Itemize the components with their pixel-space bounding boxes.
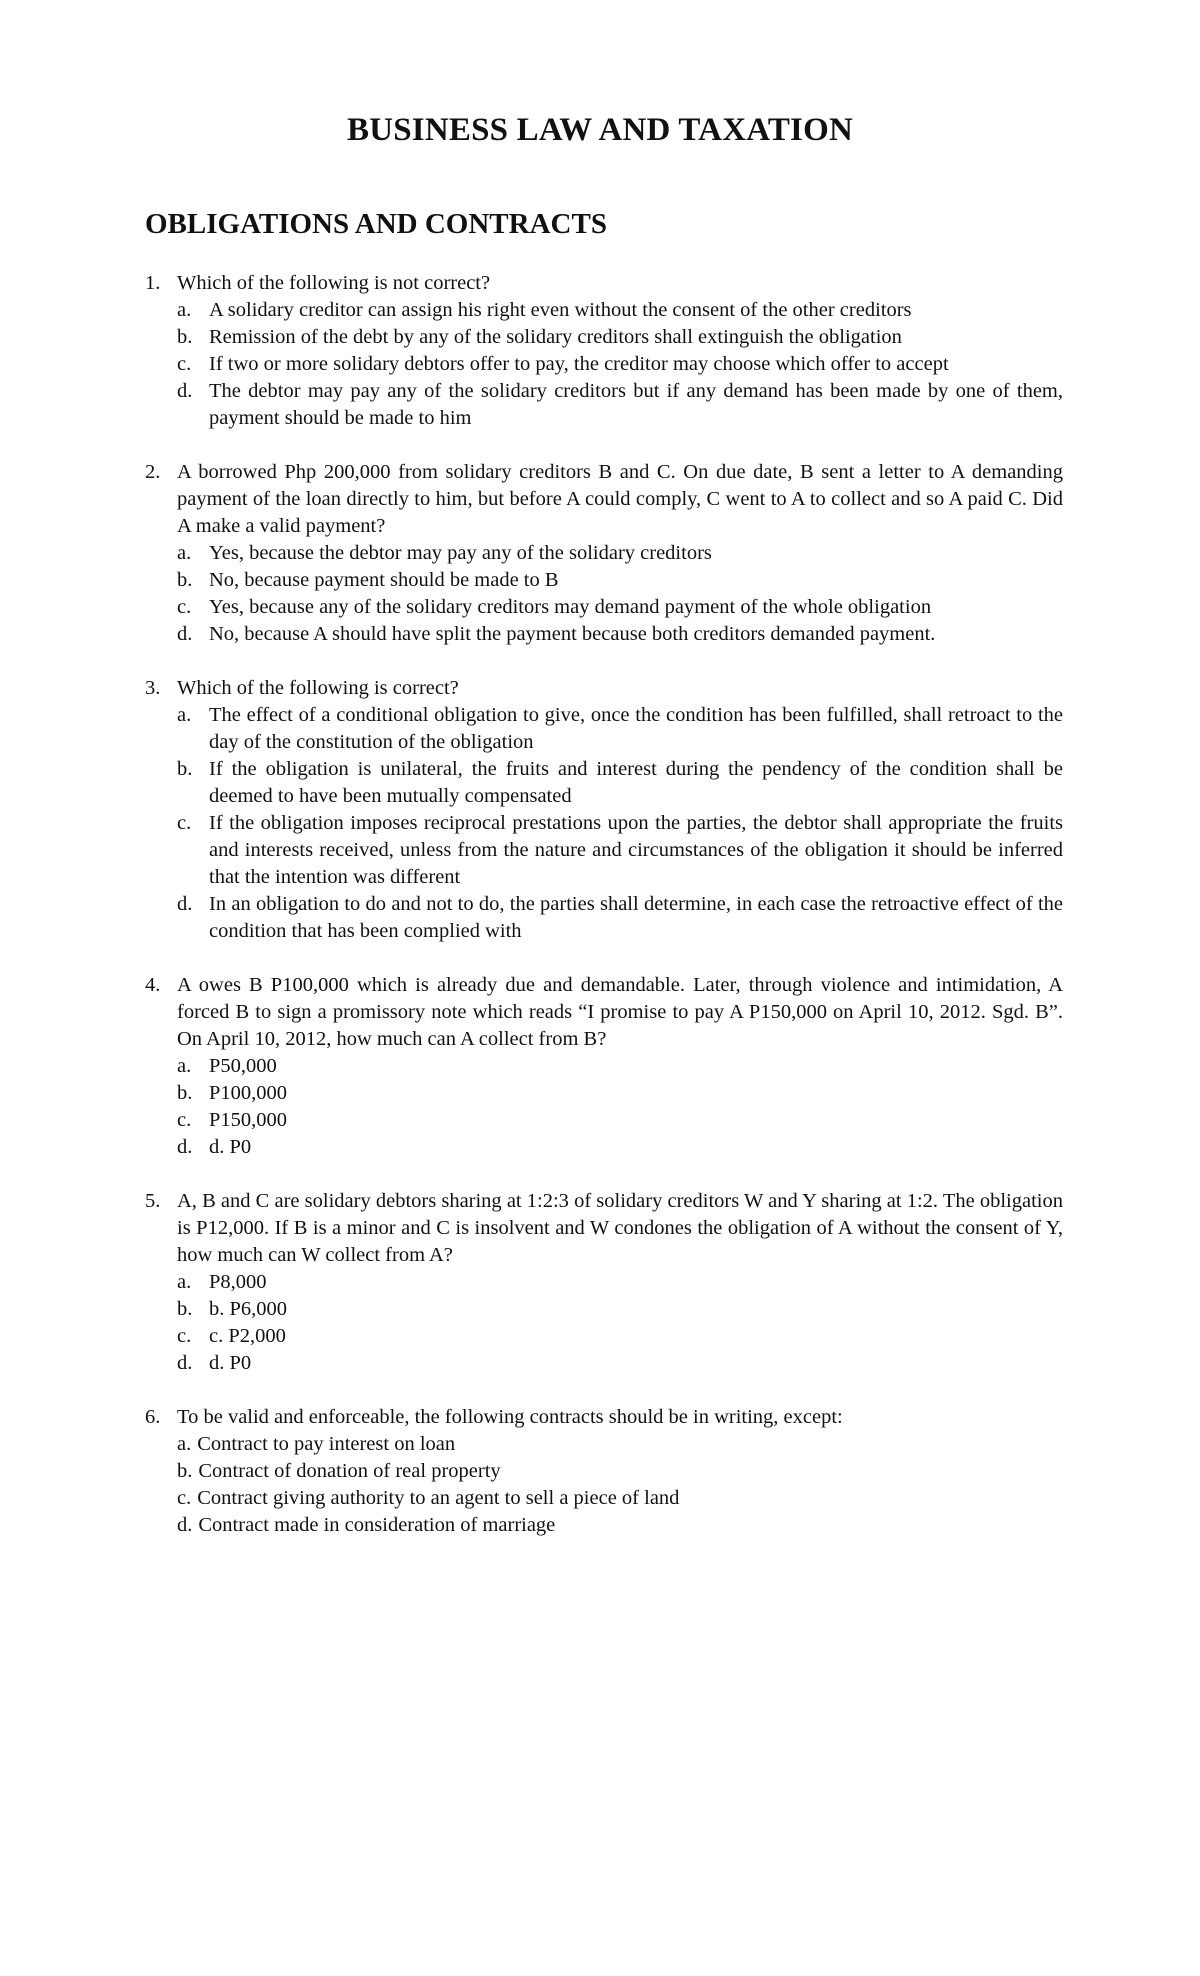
question-stem [145, 1188, 1063, 1269]
answer-option [177, 1350, 1063, 1377]
answer-option [177, 324, 1063, 351]
answer-option [177, 1296, 1063, 1323]
option-text: No, because A should have split the payment because both creditors demanded payment. [209, 623, 936, 645]
option-letter: b. [177, 1298, 193, 1320]
option-letter: a. [177, 542, 192, 564]
question-stem [145, 270, 1063, 297]
answer-option [177, 567, 1063, 594]
question-stem [145, 675, 1063, 702]
answer-option [177, 810, 1063, 891]
option-letter: c. [177, 596, 192, 618]
question-stem [145, 459, 1063, 540]
option-text: d. P0 [209, 1352, 252, 1374]
option-letter: b. [177, 758, 193, 780]
answer-option [177, 1458, 1063, 1485]
answer-option [177, 1323, 1063, 1350]
answer-options [145, 540, 1063, 648]
option-text: Contract of donation of real property [198, 1460, 501, 1482]
option-letter: d. [177, 1514, 193, 1536]
answer-option [177, 756, 1063, 810]
option-text: The debtor may pay any of the solidary creditors but if any demand has been made by one of them, payment should be made to him [209, 380, 1063, 429]
option-text: Contract giving authority to an agent to sell a piece of land [197, 1487, 680, 1509]
answer-option [177, 1053, 1063, 1080]
question-text: To be valid and enforceable, the following contracts should be in writing, except: [177, 1406, 843, 1428]
option-text: P8,000 [209, 1271, 267, 1293]
answer-options [145, 1269, 1063, 1377]
option-letter: d. [177, 893, 193, 915]
option-letter: d. [177, 1136, 193, 1158]
answer-option [177, 1107, 1063, 1134]
question-text: Which of the following is correct? [177, 677, 459, 699]
option-letter: c. [177, 353, 192, 375]
question-number: 5. [145, 1190, 161, 1212]
option-text: Remission of the debt by any of the solidary creditors shall extinguish the obligation [209, 326, 902, 348]
question-item [145, 675, 1063, 945]
answer-options [145, 1431, 1063, 1539]
answer-option [177, 540, 1063, 567]
answer-options [145, 1053, 1063, 1161]
answer-option [177, 1080, 1063, 1107]
answer-option [177, 351, 1063, 378]
option-letter: a. [177, 1433, 192, 1455]
answer-option [177, 1485, 1063, 1512]
option-text: If the obligation imposes reciprocal prestations upon the parties, the debtor shall appropriate the fruits and interests received, unless from the nature and circumstances of the obligation it should be inferred that the intention was different [209, 812, 1063, 888]
option-letter: a. [177, 1055, 192, 1077]
option-letter: b. [177, 1460, 193, 1482]
question-number: 6. [145, 1406, 161, 1428]
option-text: d. P0 [209, 1136, 252, 1158]
option-letter: c. [177, 1109, 192, 1131]
section-heading: OBLIGATIONS AND CONTRACTS [145, 208, 607, 240]
option-text: Contract made in consideration of marriage [198, 1514, 556, 1536]
option-text: A solidary creditor can assign his right even without the consent of the other creditors [209, 299, 912, 321]
option-letter: c. [177, 1487, 192, 1509]
option-letter: b. [177, 326, 193, 348]
option-text: P50,000 [209, 1055, 277, 1077]
option-text: Contract to pay interest on loan [197, 1433, 456, 1455]
question-number: 4. [145, 974, 161, 996]
question-number: 1. [145, 272, 161, 294]
option-letter: d. [177, 1352, 193, 1374]
answer-option [177, 1431, 1063, 1458]
option-text: Yes, because any of the solidary creditors may demand payment of the whole obligation [209, 596, 932, 618]
question-number: 2. [145, 461, 161, 483]
option-letter: a. [177, 299, 192, 321]
question-list [145, 270, 1063, 1566]
option-letter: d. [177, 380, 193, 402]
option-letter: c. [177, 812, 192, 834]
answer-option [177, 891, 1063, 945]
option-letter: a. [177, 1271, 192, 1293]
option-text: c. P2,000 [209, 1325, 286, 1347]
question-item [145, 1188, 1063, 1377]
option-text: Yes, because the debtor may pay any of the solidary creditors [209, 542, 712, 564]
option-text: If the obligation is unilateral, the fruits and interest during the pendency of the condition shall be deemed to have been mutually compensated [209, 758, 1063, 807]
answer-option [177, 1512, 1063, 1539]
answer-options [145, 702, 1063, 945]
option-text: No, because payment should be made to B [209, 569, 559, 591]
answer-option [177, 378, 1063, 432]
option-text: P150,000 [209, 1109, 288, 1131]
question-stem [145, 972, 1063, 1053]
question-text: A, B and C are solidary debtors sharing at 1:2:3 of solidary creditors W and Y sharing at 1:2. The obligation is P12,000. If B is a minor and C is insolvent and W condones the obligation of A without the consent of Y, how much can W collect from A? [177, 1190, 1063, 1266]
question-item [145, 459, 1063, 648]
question-item [145, 270, 1063, 432]
question-text: Which of the following is not correct? [177, 272, 491, 294]
question-item [145, 972, 1063, 1161]
question-item [145, 1404, 1063, 1539]
question-text: A owes B P100,000 which is already due and demandable. Later, through violence and intimidation, A forced B to sign a promissory note which reads “I promise to pay A P150,000 on April 10, 2012. Sgd. B”. On April 10, 2012, how much can A collect from B? [177, 974, 1063, 1050]
question-stem [145, 1404, 1063, 1431]
option-letter: d. [177, 623, 193, 645]
answer-option [177, 621, 1063, 648]
option-letter: b. [177, 1082, 193, 1104]
answer-options [145, 297, 1063, 432]
answer-option [177, 702, 1063, 756]
option-letter: c. [177, 1325, 192, 1347]
answer-option [177, 594, 1063, 621]
option-text: b. P6,000 [209, 1298, 288, 1320]
option-text: P100,000 [209, 1082, 288, 1104]
answer-option [177, 1134, 1063, 1161]
option-text: The effect of a conditional obligation to give, once the condition has been fulfilled, shall retroact to the day of the constitution of the obligation [209, 704, 1063, 753]
option-text: In an obligation to do and not to do, the parties shall determine, in each case the retroactive effect of the condition that has been complied with [209, 893, 1063, 942]
answer-option [177, 1269, 1063, 1296]
question-text: A borrowed Php 200,000 from solidary creditors B and C. On due date, B sent a letter to A demanding payment of the loan directly to him, but before A could comply, C went to A to collect and so A paid C. Did A make a valid payment? [177, 461, 1063, 537]
question-number: 3. [145, 677, 161, 699]
option-letter: b. [177, 569, 193, 591]
option-text: If two or more solidary debtors offer to pay, the creditor may choose which offer to accept [209, 353, 949, 375]
option-letter: a. [177, 704, 192, 726]
answer-option [177, 297, 1063, 324]
document-title: BUSINESS LAW AND TAXATION [347, 112, 853, 148]
